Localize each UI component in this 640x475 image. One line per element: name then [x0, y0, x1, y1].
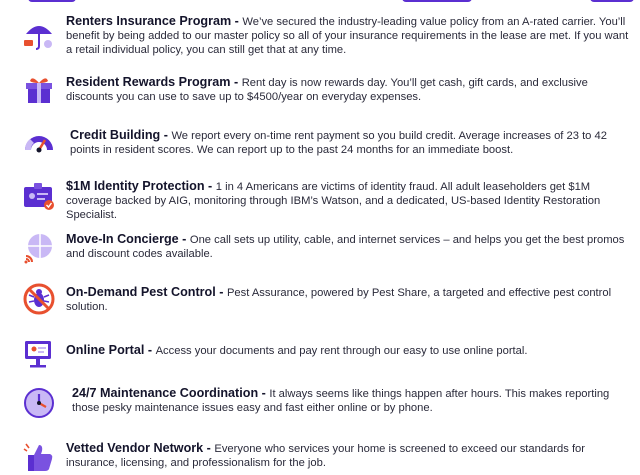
feature-title: Credit Building — [70, 128, 161, 142]
feature-title: Resident Rewards Program — [66, 75, 231, 89]
feature-text: Move-In Concierge - One call sets up utility, cable, and internet services – and helps you get the best promos and discount codes available. — [66, 232, 625, 261]
feature-title: $1M Identity Protection — [66, 179, 205, 193]
thumbs-up-icon — [22, 441, 56, 475]
feature-description: We report every on-time rent payment so you build credit. Average increases of 23 to 42 points in resident scores. We can report up to the past 24 months for an immediate boost. — [70, 130, 607, 157]
feature-text: Renters Insurance Program - We’ve secured the industry-leading value policy from an A-rated carrier. You’ll benefit by being added to our master policy so all of your insurance requirements in the lease are met. If you want a retail individual policy, you can still get that at any time. — [66, 14, 629, 57]
feature-description: Access your documents and pay rent through our easy to use online portal. — [155, 345, 528, 357]
feature-title: Move-In Concierge — [66, 232, 179, 246]
gauge-icon — [22, 126, 56, 160]
umbrella-icon — [22, 18, 56, 52]
feature-description: Pest Assurance, powered by Pest Share, a targeted and effective pest control solution. — [66, 287, 612, 314]
feature-description: Rent day is now rewards day. You’ll get cash, gift cards, and exclusive discounts you can use to save up to $4500/year on everyday expenses. — [66, 77, 588, 104]
feature-text: $1M Identity Protection - 1 in 4 Americans are victims of identity fraud. All adult leaseholders get $1M coverage backed by AIG, monitoring through IBM’s Watson, and a dedicated, US-based Identity Restoration Specialist. — [66, 179, 601, 222]
feature-title: Online Portal — [66, 343, 145, 357]
concierge-icon — [22, 232, 56, 266]
feature-description: It always seems like things happen after hours. This makes reporting those pesky maintenance issues easy and fast either online or by phone. — [72, 388, 610, 415]
gift-icon — [22, 73, 56, 107]
feature-text: On-Demand Pest Control - Pest Assurance, powered by Pest Share, a targeted and effective pest control solution. — [66, 285, 612, 314]
feature-description: 1 in 4 Americans are victims of identity fraud. All adult leaseholders get $1M coverage backed by AIG, monitoring through IBM’s Watson, and a dedicated, US-based Identity Restoration Specialist. — [66, 181, 601, 222]
no-pest-icon — [22, 282, 56, 316]
feature-title: Renters Insurance Program — [66, 14, 232, 28]
identity-card-icon — [22, 179, 56, 213]
feature-text: Vetted Vendor Network - Everyone who services your home is screened to exceed our standards for insurance, licensing, and professionalism for the job. — [66, 441, 585, 470]
feature-text: Online Portal - Access your documents and pay rent through our easy to use online portal. — [66, 343, 528, 357]
feature-text: Resident Rewards Program - Rent day is now rewards day. You’ll get cash, gift cards, and exclusive discounts you can use to save up to $4500/year on everyday expenses. — [66, 75, 588, 104]
feature-title: On-Demand Pest Control — [66, 285, 216, 299]
feature-text: Credit Building - We report every on-time rent payment so you build credit. Average increases of 23 to 42 points in resident scores. We can report up to the past 24 months for an immediate boost. — [70, 128, 607, 157]
feature-description: Everyone who services your home is screened to exceed our standards for insurance, licensing, and professionalism for the job. — [66, 443, 585, 470]
feature-text: 24/7 Maintenance Coordination - It always seems like things happen after hours. This makes reporting those pesky maintenance issues easy and fast either online or by phone. — [72, 386, 610, 415]
feature-description: We’ve secured the industry-leading value policy from an A-rated carrier. You’ll benefit by being added to our master policy so all of your insurance requirements in the lease are met. If you want a retail individual policy, you can still get that at any time. — [66, 16, 629, 57]
feature-description: One call sets up utility, cable, and internet services – and helps you get the best promos and discount codes available. — [66, 234, 625, 261]
feature-title: 24/7 Maintenance Coordination — [72, 386, 259, 400]
monitor-icon — [22, 337, 56, 371]
top-decoration — [0, 0, 640, 6]
feature-title: Vetted Vendor Network — [66, 441, 204, 455]
clock-icon — [22, 386, 56, 420]
